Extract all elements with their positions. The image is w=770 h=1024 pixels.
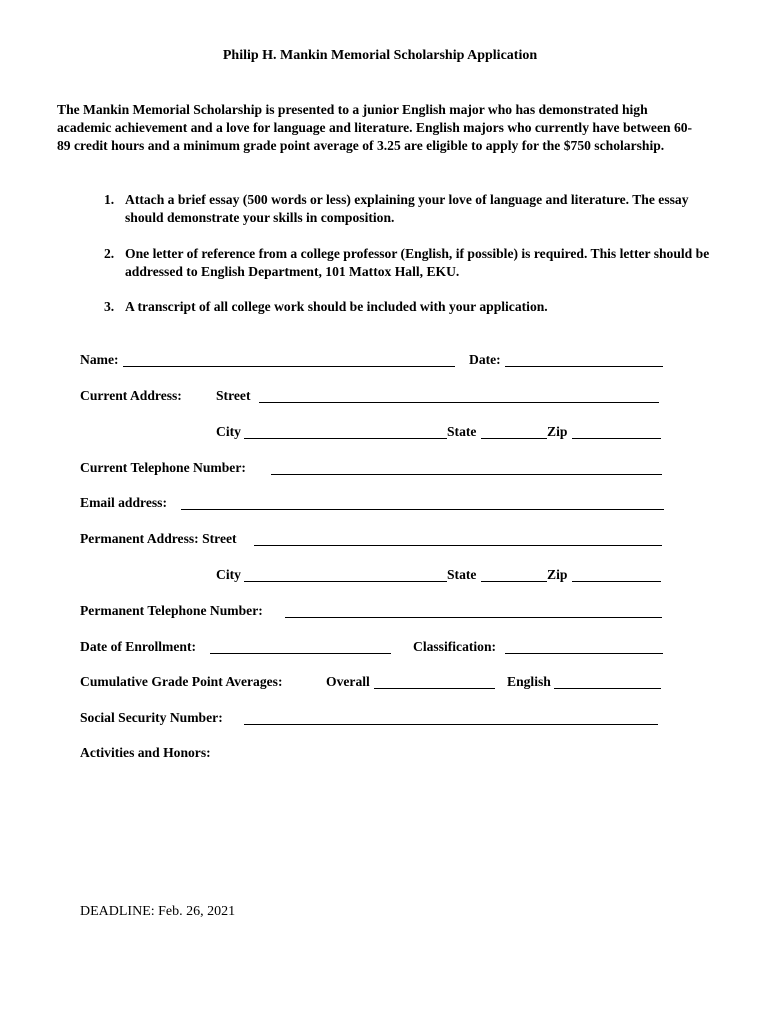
- requirement-number: 3.: [104, 299, 115, 314]
- permanent-city-field[interactable]: [244, 581, 447, 582]
- date-field[interactable]: [505, 366, 663, 367]
- intro-paragraph: The Mankin Memorial Scholarship is presented to a junior English major who has demonstrated high academic achievement and a love for language and literature. English majors who currently have between 60-89 credit hours and a minimum grade point average of 3.25 are eligible to apply for the $750 scholarship.: [57, 102, 693, 153]
- current-state-label: State: [447, 424, 477, 439]
- requirement-number: 1.: [104, 192, 115, 207]
- ssn-label: Social Security Number:: [80, 710, 223, 725]
- permanent-state-field[interactable]: [481, 581, 547, 582]
- enrollment-label: Date of Enrollment:: [80, 639, 197, 654]
- activities-label: Activities and Honors:: [80, 745, 211, 760]
- current-city-field[interactable]: [244, 438, 447, 439]
- requirement-1: [104, 191, 714, 227]
- date-label: Date:: [469, 352, 501, 367]
- enrollment-field[interactable]: [210, 653, 391, 654]
- classification-field[interactable]: [505, 653, 663, 654]
- requirement-text: Attach a brief essay (500 words or less) explaining your love of language and literature. The essay should demonstrate your skills in composition.: [125, 192, 689, 225]
- page-title: Philip H. Mankin Memorial Scholarship Application: [222, 48, 538, 63]
- permanent-city-label: City: [216, 567, 241, 582]
- name-field[interactable]: [123, 366, 455, 367]
- overall-label: Overall: [326, 674, 370, 689]
- requirement-number: 2.: [104, 246, 115, 261]
- requirement-3: [104, 298, 714, 316]
- current-phone-label: Current Telephone Number:: [80, 460, 246, 475]
- deadline: DEADLINE: Feb. 26, 2021: [80, 904, 236, 919]
- permanent-phone-label: Permanent Telephone Number:: [80, 603, 263, 618]
- current-street-field[interactable]: [259, 402, 659, 403]
- overall-gpa-field[interactable]: [374, 688, 495, 689]
- email-label: Email address:: [80, 495, 167, 510]
- english-gpa-field[interactable]: [554, 688, 661, 689]
- current-phone-field[interactable]: [271, 474, 662, 475]
- permanent-phone-field[interactable]: [285, 617, 662, 618]
- current-zip-label: Zip: [547, 424, 568, 439]
- english-label: English: [507, 674, 551, 689]
- permanent-zip-field[interactable]: [572, 581, 661, 582]
- current-state-field[interactable]: [481, 438, 547, 439]
- requirement-text: A transcript of all college work should be included with your application.: [125, 299, 548, 314]
- requirement-2: [104, 245, 714, 281]
- current-zip-field[interactable]: [572, 438, 661, 439]
- name-label: Name:: [80, 352, 119, 367]
- requirement-text: One letter of reference from a college professor (English, if possible) is required. This letter should be addressed to English Department, 101 Mattox Hall, EKU.: [125, 246, 710, 279]
- gpa-label: Cumulative Grade Point Averages:: [80, 674, 283, 689]
- current-street-label: Street: [216, 388, 251, 403]
- classification-label: Classification:: [413, 639, 497, 654]
- email-field[interactable]: [181, 509, 664, 510]
- permanent-street-field[interactable]: [254, 545, 662, 546]
- permanent-state-label: State: [447, 567, 477, 582]
- ssn-field[interactable]: [244, 724, 658, 725]
- permanent-zip-label: Zip: [547, 567, 568, 582]
- current-address-label: Current Address:: [80, 388, 182, 403]
- current-city-label: City: [216, 424, 241, 439]
- permanent-address-label: Permanent Address: Street: [80, 531, 237, 546]
